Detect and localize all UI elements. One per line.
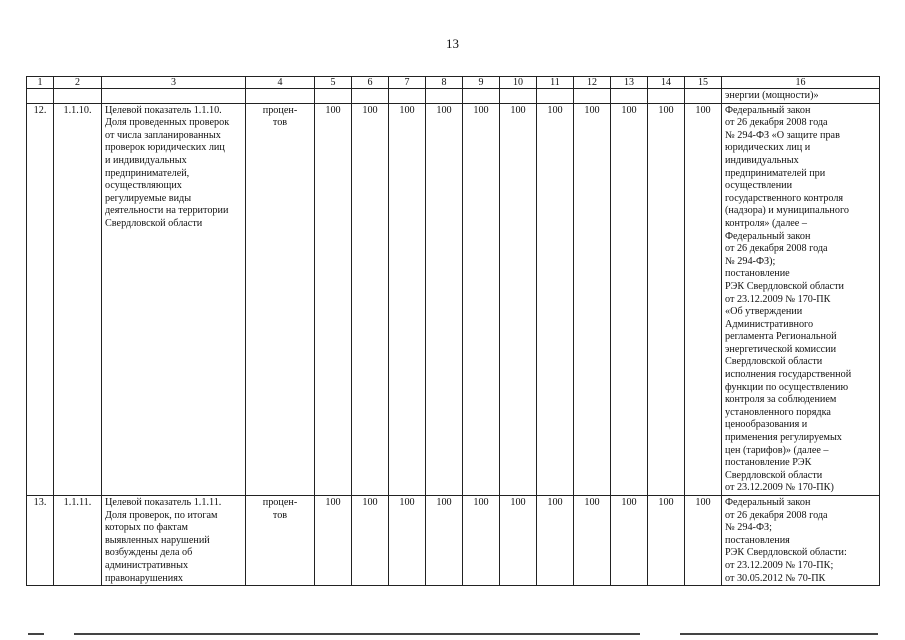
column-number: 11 <box>537 77 574 89</box>
continuation-row <box>27 89 880 104</box>
indicator-name: Целевой показатель 1.1.11. Доля проверок, по итогам которых по фактам выявленных нарушений возбуждены дела об административных правонарушениях <box>102 496 246 586</box>
continued-source-text: энергии (мощности)» <box>722 89 880 104</box>
value-cell: 100 <box>500 103 537 495</box>
indicator-name: Целевой показатель 1.1.10. Доля проведенных проверок от числа запланированных проверок юридических лиц и индивидуальных предпринимателей, осуществляющих регулируемые виды деятельности на территории Свердловской области <box>102 103 246 495</box>
value-cell: 100 <box>574 496 611 586</box>
value-cell: 100 <box>463 496 500 586</box>
column-number: 16 <box>722 77 880 89</box>
value-cell: 100 <box>611 496 648 586</box>
table-row <box>27 103 880 495</box>
row-code: 1.1.10. <box>54 103 102 495</box>
value-cell: 100 <box>463 103 500 495</box>
value-cell: 100 <box>537 103 574 495</box>
row-number: 13. <box>27 496 54 586</box>
scan-edge-line <box>28 633 878 635</box>
value-cell: 100 <box>315 103 352 495</box>
value-cell: 100 <box>426 103 463 495</box>
value-cell: 100 <box>389 103 426 495</box>
column-number: 8 <box>426 77 463 89</box>
column-number: 15 <box>685 77 722 89</box>
column-number: 9 <box>463 77 500 89</box>
column-number: 3 <box>102 77 246 89</box>
value-cell: 100 <box>611 103 648 495</box>
value-cell: 100 <box>352 496 389 586</box>
unit: процен- тов <box>246 496 315 586</box>
column-number: 4 <box>246 77 315 89</box>
column-number: 6 <box>352 77 389 89</box>
indicators-table <box>26 76 880 586</box>
column-number: 5 <box>315 77 352 89</box>
page-number: 13 <box>446 36 459 51</box>
row-number: 12. <box>27 103 54 495</box>
value-cell: 100 <box>500 496 537 586</box>
table-row <box>27 496 880 586</box>
column-number: 10 <box>500 77 537 89</box>
value-cell: 100 <box>315 496 352 586</box>
column-number: 2 <box>54 77 102 89</box>
value-cell: 100 <box>574 103 611 495</box>
column-number: 1 <box>27 77 54 89</box>
value-cell: 100 <box>648 103 685 495</box>
column-number: 13 <box>611 77 648 89</box>
column-number: 12 <box>574 77 611 89</box>
row-code: 1.1.11. <box>54 496 102 586</box>
value-cell: 100 <box>426 496 463 586</box>
value-cell: 100 <box>352 103 389 495</box>
column-number: 14 <box>648 77 685 89</box>
value-cell: 100 <box>685 496 722 586</box>
value-cell: 100 <box>389 496 426 586</box>
legal-source: Федеральный закон от 26 декабря 2008 года № 294-ФЗ «О защите прав юридических лиц и индивидуальных предпринимателей при осуществлении государственного контроля (надзора) и муниципального контроля» (далее – Федеральный закон от 26 декабря 2008 года № 294-ФЗ); постановление РЭК Свердловской области от 23.12.2009 № 170-ПК «Об утверждении Административного регламента Региональной энергетической комиссии Свердловской области исполнения государственной функции по осуществлению контроля за соблюдением установленного порядка ценообразования и применения регулируемых цен (тарифов)» (далее – постановление РЭК Свердловской области от 23.12.2009 № 170-ПК) <box>722 103 880 495</box>
column-number: 7 <box>389 77 426 89</box>
indicator-rows <box>27 103 880 586</box>
value-cell: 100 <box>685 103 722 495</box>
unit: процен- тов <box>246 103 315 495</box>
value-cell: 100 <box>537 496 574 586</box>
legal-source: Федеральный закон от 26 декабря 2008 года № 294-ФЗ; постановления РЭК Свердловской области: от 23.12.2009 № 170-ПК; от 30.05.2012 № 70-ПК <box>722 496 880 586</box>
column-number-row <box>27 77 880 89</box>
value-cell: 100 <box>648 496 685 586</box>
